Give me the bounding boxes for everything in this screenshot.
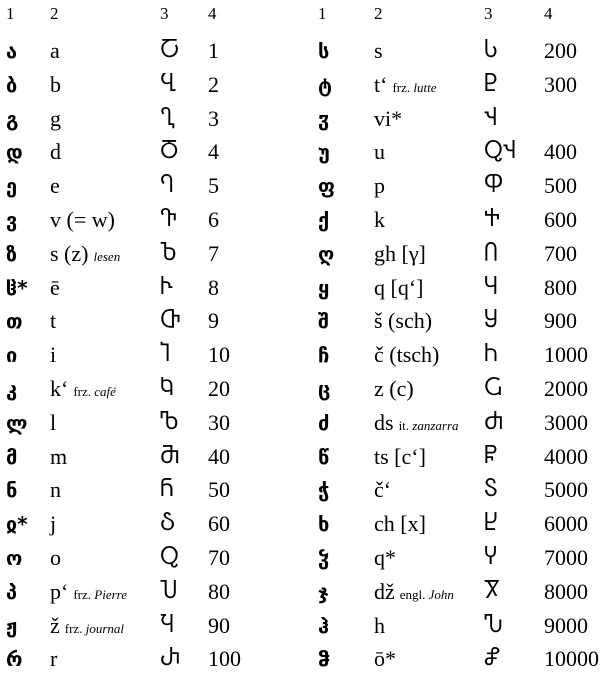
asomtavruli-letter: Ⴤ	[484, 545, 498, 570]
asomtavruli-letter: Ⴃ	[160, 139, 179, 165]
transliteration: q [q‘]	[374, 274, 424, 300]
transliteration: i	[50, 342, 57, 368]
pronunciation-note: lesen	[93, 248, 121, 264]
right-table	[312, 0, 600, 678]
asomtavruli-letter: Ⴜ	[484, 443, 498, 469]
column-header: 4	[208, 4, 217, 23]
transliteration-cell	[50, 473, 61, 507]
transliteration: s (z)	[50, 240, 89, 266]
asomtavruli-letter: Ⴔ	[484, 173, 504, 199]
mkhedruli-letter: მ	[6, 444, 18, 469]
transliteration: d	[50, 139, 61, 165]
asomtavruli-letter: Ⴁ	[160, 71, 177, 97]
numeric-value: 1000	[544, 342, 588, 368]
mkhedruli-letter: ტ	[318, 72, 333, 97]
transliteration-cell	[374, 541, 396, 575]
pronunciation-note: frz. lutte	[392, 79, 437, 95]
numeric-value: 30	[208, 409, 230, 435]
transliteration-cell	[50, 575, 127, 609]
table-row	[0, 473, 312, 507]
numeric-value: 10000	[544, 646, 599, 672]
asomtavruli-letter: Ⴡ	[160, 274, 174, 300]
transliteration: ch [x]	[374, 511, 426, 537]
table-row	[312, 575, 600, 609]
transliteration-cell	[374, 169, 385, 203]
numeric-value: 300	[544, 71, 577, 97]
numeric-value: 4000	[544, 443, 588, 469]
numeric-value: 400	[544, 139, 577, 165]
mkhedruli-letter: ჳ	[318, 106, 330, 131]
asomtavruli-letter: Ⴟ	[484, 578, 500, 604]
column-header: 3	[484, 4, 493, 23]
column-header: 1	[6, 4, 15, 23]
mkhedruli-letter: ფ	[318, 174, 336, 199]
numeric-value: 5	[208, 173, 219, 199]
pronunciation-note: engl. John	[399, 586, 454, 602]
asomtavruli-letter: Ⴕ	[484, 207, 500, 232]
asomtavruli-letter: Ⴖ	[484, 240, 498, 266]
numeric-value: 40	[208, 443, 230, 469]
table-row	[0, 102, 312, 136]
table-row	[312, 304, 600, 338]
table-row	[312, 406, 600, 440]
table-row	[312, 203, 600, 237]
asomtavruli-letter: Ⴥ	[484, 646, 501, 672]
table-row	[0, 34, 312, 68]
numeric-value: 9	[208, 308, 219, 334]
asomtavruli-letter: Ⴍ	[160, 545, 179, 570]
transliteration: ž	[50, 612, 60, 638]
table-row	[0, 304, 312, 338]
transliteration-cell	[374, 609, 385, 643]
transliteration-cell	[50, 372, 116, 406]
asomtavruli-letter: Ⴐ	[160, 646, 181, 672]
table-row	[0, 169, 312, 203]
numeric-value: 90	[208, 612, 230, 638]
numeric-value: 3000	[544, 409, 588, 435]
asomtavruli-letter: Ⴚ	[484, 376, 502, 401]
mkhedruli-letter: ა	[6, 39, 18, 63]
table-row	[0, 609, 312, 643]
numeric-value: 3	[208, 105, 219, 131]
numeric-value: 9000	[544, 612, 588, 638]
asomtavruli-letter: Ⴎ	[160, 578, 178, 604]
transliteration: e	[50, 173, 60, 199]
column-header: 2	[50, 4, 59, 23]
table-row	[0, 271, 312, 305]
numeric-value: 80	[208, 578, 230, 604]
transliteration: l	[50, 409, 57, 435]
mkhedruli-letter: ძ	[318, 410, 330, 435]
table-row	[312, 271, 600, 305]
numeric-value: 10	[208, 342, 230, 368]
transliteration: t‘	[374, 71, 388, 97]
transliteration: m	[50, 443, 68, 469]
transliteration: z (c)	[374, 376, 414, 401]
transliteration: vi*	[374, 105, 403, 131]
column-header: 2	[374, 4, 383, 23]
transliteration: ds	[374, 409, 394, 435]
transliteration-cell	[374, 102, 402, 136]
transliteration-cell	[374, 338, 439, 372]
column-header: 1	[318, 4, 327, 23]
table-row	[312, 473, 600, 507]
table-row	[0, 68, 312, 102]
mkhedruli-letter: ნ	[6, 478, 18, 503]
transliteration: b	[50, 71, 61, 97]
table-row	[312, 642, 600, 676]
table-row	[0, 406, 312, 440]
mkhedruli-letter: ვ	[6, 208, 18, 232]
asomtavruli-letter: Ⴂ	[160, 105, 175, 131]
transliteration-cell	[50, 34, 60, 68]
transliteration-cell	[374, 575, 454, 609]
transliteration-cell	[374, 440, 426, 474]
numeric-value: 60	[208, 511, 230, 537]
asomtavruli-letter: Ⴈ	[160, 342, 170, 368]
table-row	[312, 507, 600, 541]
mkhedruli-letter: ზ	[6, 241, 18, 266]
mkhedruli-letter: უ	[318, 140, 330, 165]
mkhedruli-letter: ჴ	[318, 546, 330, 570]
asomtavruli-letter: Ⴛ	[484, 409, 504, 435]
transliteration: v (= w)	[50, 207, 115, 232]
asomtavruli-letter: Ⴋ	[160, 443, 180, 469]
numeric-value: 700	[544, 240, 577, 266]
table-row	[0, 440, 312, 474]
column-header: 4	[544, 4, 553, 23]
numeric-value: 6	[208, 207, 219, 232]
table-row	[0, 203, 312, 237]
table-row	[0, 372, 312, 406]
transliteration-cell	[374, 473, 391, 507]
numeric-value: 6000	[544, 511, 588, 537]
table-row	[0, 507, 312, 541]
numeric-value: 70	[208, 545, 230, 570]
asomtavruli-letter: Ⴒ	[484, 71, 498, 97]
transliteration-cell	[50, 203, 115, 237]
table-row	[312, 338, 600, 372]
transliteration-cell	[50, 338, 56, 372]
transliteration-cell	[374, 642, 396, 676]
asomtavruli-letter: Ⴇ	[160, 308, 181, 334]
transliteration-cell	[50, 541, 61, 575]
numeric-value: 2000	[544, 376, 588, 401]
transliteration-cell	[374, 507, 426, 541]
asomtavruli-letter: Ⴀ	[160, 38, 180, 63]
mkhedruli-letter: დ	[6, 140, 23, 165]
transliteration-cell	[50, 237, 120, 271]
mkhedruli-letter: ი	[6, 343, 18, 368]
transliteration-cell	[50, 169, 60, 203]
numeric-value: 5000	[544, 477, 588, 503]
asomtavruli-letter: Ⴣ	[484, 105, 498, 131]
numeric-value: 8	[208, 274, 219, 300]
numeric-value: 7000	[544, 545, 588, 570]
table-row	[0, 575, 312, 609]
mkhedruli-letter: ო	[6, 546, 23, 570]
transliteration-cell	[50, 102, 61, 136]
mkhedruli-letter: ქ	[318, 208, 330, 232]
transliteration: t	[50, 308, 57, 334]
transliteration-cell	[374, 237, 426, 271]
asomtavruli-letter: Ⴢ	[160, 511, 176, 537]
asomtavruli-letter: Ⴄ	[160, 173, 174, 199]
mkhedruli-letter: ლ	[6, 410, 28, 435]
mkhedruli-letter: ს	[318, 39, 330, 63]
table-row	[0, 338, 312, 372]
table-row	[312, 609, 600, 643]
asomtavruli-letter: ႭჃ	[484, 139, 516, 165]
pronunciation-note: frz. café	[73, 384, 116, 399]
transliteration: p‘	[50, 578, 69, 604]
numeric-value: 7	[208, 240, 219, 266]
pronunciation-note: frz. Pierre	[73, 586, 127, 602]
asomtavruli-letter: Ⴗ	[484, 274, 498, 300]
transliteration-cell	[50, 271, 60, 305]
asomtavruli-letter: Ⴅ	[160, 207, 177, 232]
asomtavruli-letter: Ⴞ	[484, 511, 498, 537]
table-row	[0, 237, 312, 271]
mkhedruli-letter: ჲ*	[6, 512, 28, 537]
transliteration-cell	[374, 271, 423, 305]
asomtavruli-letter: Ⴙ	[484, 342, 498, 368]
transliteration: k‘	[50, 376, 69, 401]
transliteration: ts [c‘]	[374, 443, 426, 469]
numeric-value: 20	[208, 376, 230, 401]
mkhedruli-letter: ყ	[318, 275, 330, 300]
mkhedruli-letter: ჟ	[6, 613, 18, 638]
transliteration-cell	[374, 135, 385, 169]
asomtavruli-letter: Ⴘ	[484, 308, 498, 334]
transliteration-cell	[374, 34, 383, 68]
asomtavruli-letter: Ⴠ	[484, 612, 503, 638]
table-row	[312, 440, 600, 474]
table-row	[312, 135, 600, 169]
numeric-value: 50	[208, 477, 230, 503]
numeric-value: 100	[208, 646, 241, 672]
table-row	[312, 237, 600, 271]
transliteration: č‘	[374, 477, 392, 503]
table-row	[0, 541, 312, 575]
transliteration-cell	[50, 406, 56, 440]
transliteration: j	[50, 511, 57, 537]
mkhedruli-letter: თ	[6, 309, 23, 334]
mkhedruli-letter: ჭ	[318, 478, 330, 503]
transliteration: g	[50, 105, 61, 131]
table-row	[312, 541, 600, 575]
numeric-value: 800	[544, 274, 577, 300]
mkhedruli-letter: რ	[6, 647, 23, 672]
transliteration: š (sch)	[374, 308, 433, 334]
mkhedruli-letter: კ	[6, 377, 18, 401]
column-header: 3	[160, 4, 169, 23]
pronunciation-note: it. zanzarra	[398, 417, 459, 433]
mkhedruli-letter: ჯ	[318, 579, 329, 604]
transliteration: č (tsch)	[374, 342, 440, 368]
transliteration: u	[374, 139, 385, 165]
transliteration-cell	[50, 507, 56, 541]
mkhedruli-letter: ღ	[318, 241, 335, 266]
transliteration: a	[50, 38, 60, 63]
asomtavruli-letter: Ⴉ	[160, 376, 174, 401]
asomtavruli-letter: Ⴌ	[160, 477, 174, 503]
table-row	[0, 642, 312, 676]
transliteration-cell	[50, 642, 57, 676]
numeric-value: 4	[208, 139, 219, 165]
mkhedruli-letter: ჩ	[318, 343, 330, 368]
numeric-value: 8000	[544, 578, 588, 604]
transliteration: k	[374, 207, 385, 232]
transliteration: gh [γ]	[374, 240, 426, 266]
table-row	[312, 169, 600, 203]
transliteration-cell	[50, 609, 124, 643]
mkhedruli-letter: გ	[6, 106, 19, 131]
numeric-value: 2	[208, 71, 219, 97]
table-row	[312, 34, 600, 68]
transliteration: o	[50, 545, 61, 570]
mkhedruli-letter: პ	[6, 579, 18, 604]
mkhedruli-letter: შ	[318, 309, 330, 334]
transliteration-cell	[374, 406, 459, 440]
numeric-value: 900	[544, 308, 577, 334]
transliteration-cell	[374, 68, 437, 102]
table-row	[312, 372, 600, 406]
transliteration: r	[50, 646, 58, 672]
mkhedruli-letter: ჵ	[318, 647, 330, 672]
mkhedruli-letter: ხ	[318, 512, 330, 537]
asomtavruli-letter: Ⴊ	[160, 409, 179, 435]
transliteration-cell	[50, 304, 56, 338]
table-row	[312, 102, 600, 136]
mkhedruli-letter: ჰ	[318, 613, 330, 638]
transliteration-cell	[374, 203, 385, 237]
transliteration: n	[50, 477, 61, 503]
asomtavruli-letter: Ⴝ	[484, 477, 498, 503]
transliteration-cell	[50, 440, 67, 474]
mkhedruli-letter: ბ	[6, 72, 18, 97]
transliteration: q*	[374, 545, 396, 570]
mkhedruli-letter: წ	[318, 444, 330, 469]
numeric-value: 600	[544, 207, 577, 232]
pronunciation-note: frz. journal	[64, 620, 124, 636]
mkhedruli-letter: ჱ*	[6, 275, 28, 300]
transliteration: s	[374, 38, 383, 63]
transliteration: dž	[374, 578, 395, 604]
table-row	[312, 68, 600, 102]
transliteration-cell	[50, 68, 61, 102]
numeric-value: 500	[544, 173, 577, 199]
asomtavruli-letter: Ⴏ	[160, 612, 174, 638]
table-row	[0, 135, 312, 169]
asomtavruli-letter: Ⴑ	[484, 38, 498, 63]
transliteration: ō*	[374, 646, 396, 672]
numeric-value: 200	[544, 38, 577, 63]
transliteration: ē	[50, 274, 60, 300]
transliteration-cell	[50, 135, 61, 169]
transliteration-cell	[374, 304, 432, 338]
transliteration-cell	[374, 372, 414, 406]
transliteration: p	[374, 173, 385, 199]
asomtavruli-letter: Ⴆ	[160, 240, 177, 266]
numeric-value: 1	[208, 38, 219, 63]
mkhedruli-letter: ც	[318, 377, 331, 401]
mkhedruli-letter: ე	[6, 174, 18, 199]
transliteration: h	[374, 612, 385, 638]
